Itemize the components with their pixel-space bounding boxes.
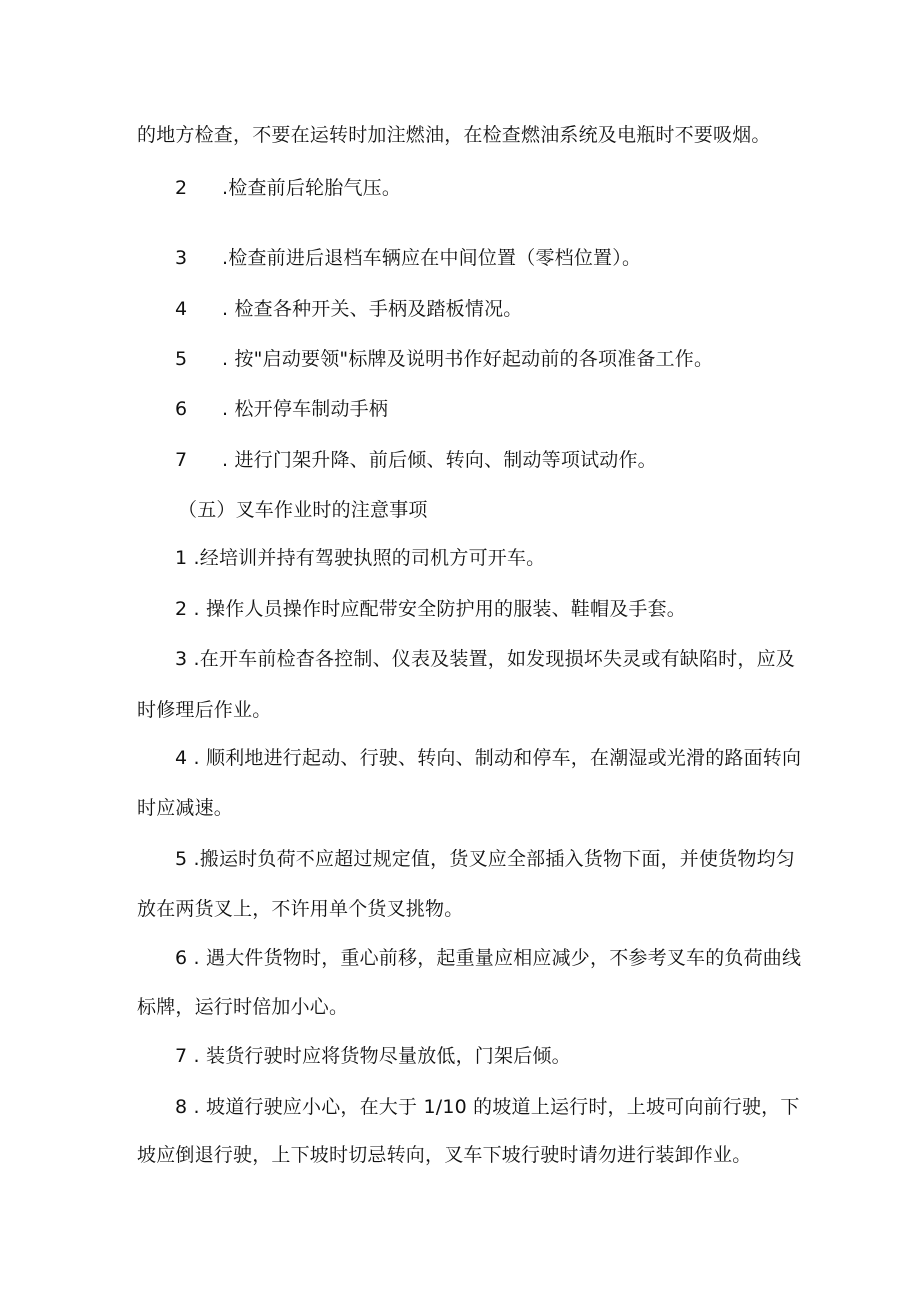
check-item-text: . 按"启动要领"标牌及说明书作好起动前的各项准备工作。 (222, 348, 714, 370)
section-heading: （五）叉车作业时的注意事项 (178, 499, 428, 521)
check-item-number: 6 (175, 398, 188, 420)
check-item-number: 5 (175, 348, 188, 370)
operation-item-line: 7 . 装货行驶时应将货物尽量放低，门架后倾。 (175, 1045, 571, 1067)
operation-item-line-continued: 坡应倒退行驶，上下坡时切忌转向，叉车下坡行驶时请勿进行装卸作业。 (137, 1144, 752, 1166)
operation-item-line: 3 .在开车前检杳各控制、仪表及装置，如发现损坏失灵或有缺陷时，应及 (175, 648, 795, 670)
check-item-number: 3 (175, 247, 188, 269)
operation-item-line-continued: 标牌，运行时倍加小心。 (137, 996, 349, 1018)
check-item-text: .检查前进后退档车辆应在中间位置（零档位置）。 (222, 247, 642, 269)
operation-item-line: 4 . 顺利地进行起动、行驶、转向、制动和停车，在潮湿或光滑的路面转向 (175, 747, 802, 769)
intro-line: 的地方检查，不要在运转时加注燃油，在检查燃油系统及电瓶时不要吸烟。 (137, 124, 771, 146)
operation-item-line: 1 .经培训并持有驾驶执照的司机方可开车。 (175, 547, 546, 569)
operation-item-line: 8 . 坡道行驶应小心，在大于 1/10 的坡道上运行时，上坡可向前行驶，下 (175, 1096, 800, 1118)
check-item-text: . 检查各种开关、手柄及踏板情况。 (222, 298, 523, 320)
operation-item-line-continued: 时应减速。 (137, 797, 234, 819)
check-item-text: . 进行门架升降、前后倾、转向、制动等项试动作。 (222, 449, 657, 471)
check-item-number: 7 (175, 449, 188, 471)
operation-item-line: 5 .搬运时负荷不应超过规定值，货叉应全部插入货物下面，并使货物均匀 (175, 848, 795, 870)
check-item-number: 2 (175, 177, 188, 199)
check-item-number: 4 (175, 298, 188, 320)
check-item-text: . 松开停车制动手柄 (222, 398, 389, 420)
operation-item-line-continued: 放在两货叉上，不许用单个货叉挑物。 (137, 898, 464, 920)
operation-item-line-continued: 时修理后作业。 (137, 699, 272, 721)
operation-item-line: 2 . 操作人员操作时应配带安全防护用的服装、鞋帽及手套。 (175, 598, 687, 620)
operation-item-line: 6 . 遇大件货物时，重心前移，起重量应相应减少，不参考叉车的负荷曲线 (175, 947, 802, 969)
check-item-text: .检查前后轮胎气压。 (222, 177, 402, 199)
